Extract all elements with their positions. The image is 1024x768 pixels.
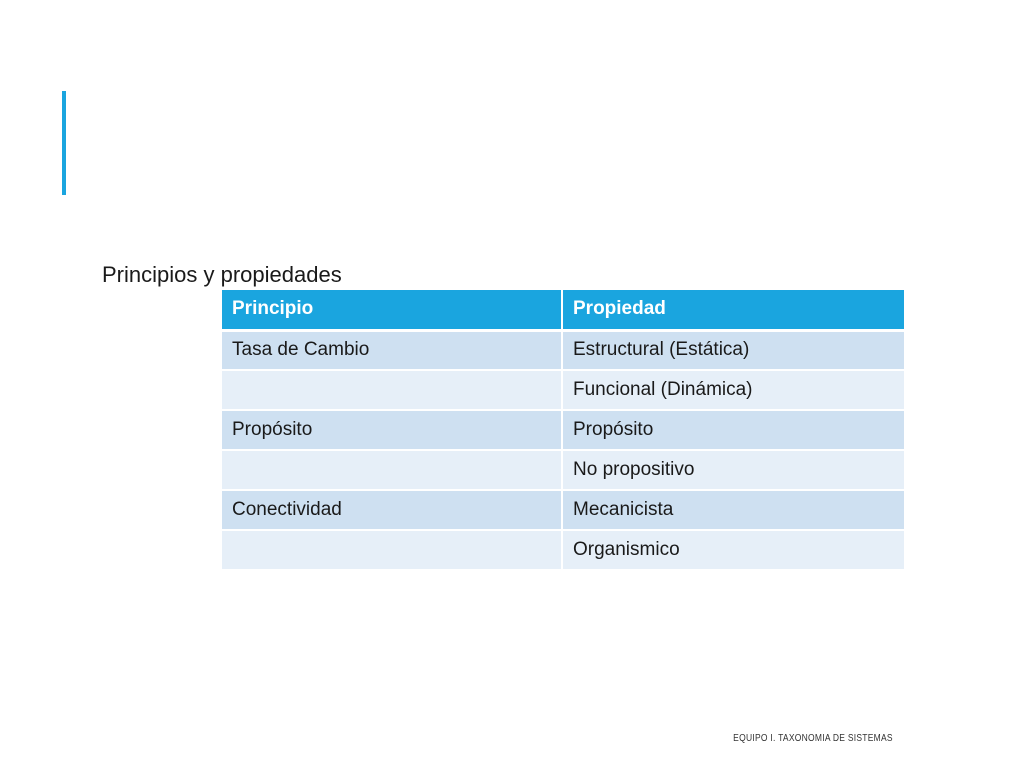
accent-bar xyxy=(62,91,66,195)
header-principio: Principio xyxy=(222,290,562,330)
slide-footer: EQUIPO I. TAXONOMIA DE SISTEMAS xyxy=(733,733,893,744)
table-row xyxy=(222,370,905,410)
principles-table xyxy=(222,290,906,571)
table-row xyxy=(222,410,905,450)
table-row xyxy=(222,490,905,530)
cell-propiedad: Propósito xyxy=(562,410,905,450)
slide-subtitle: Principios y propiedades xyxy=(102,262,342,287)
cell-principio: Propósito xyxy=(222,410,562,450)
cell-propiedad: Organismico xyxy=(562,530,905,570)
cell-propiedad: No propositivo xyxy=(562,450,905,490)
table-row xyxy=(222,330,905,370)
cell-principio xyxy=(222,450,562,490)
table-row xyxy=(222,530,905,570)
cell-propiedad: Estructural (Estática) xyxy=(562,330,905,370)
cell-propiedad: Mecanicista xyxy=(562,490,905,530)
header-propiedad: Propiedad xyxy=(562,290,905,330)
cell-principio: Conectividad xyxy=(222,490,562,530)
cell-principio xyxy=(222,530,562,570)
cell-principio: Tasa de Cambio xyxy=(222,330,562,370)
cell-propiedad: Funcional (Dinámica) xyxy=(562,370,905,410)
table-row xyxy=(222,450,905,490)
cell-principio xyxy=(222,370,562,410)
table-header-row xyxy=(222,290,905,330)
